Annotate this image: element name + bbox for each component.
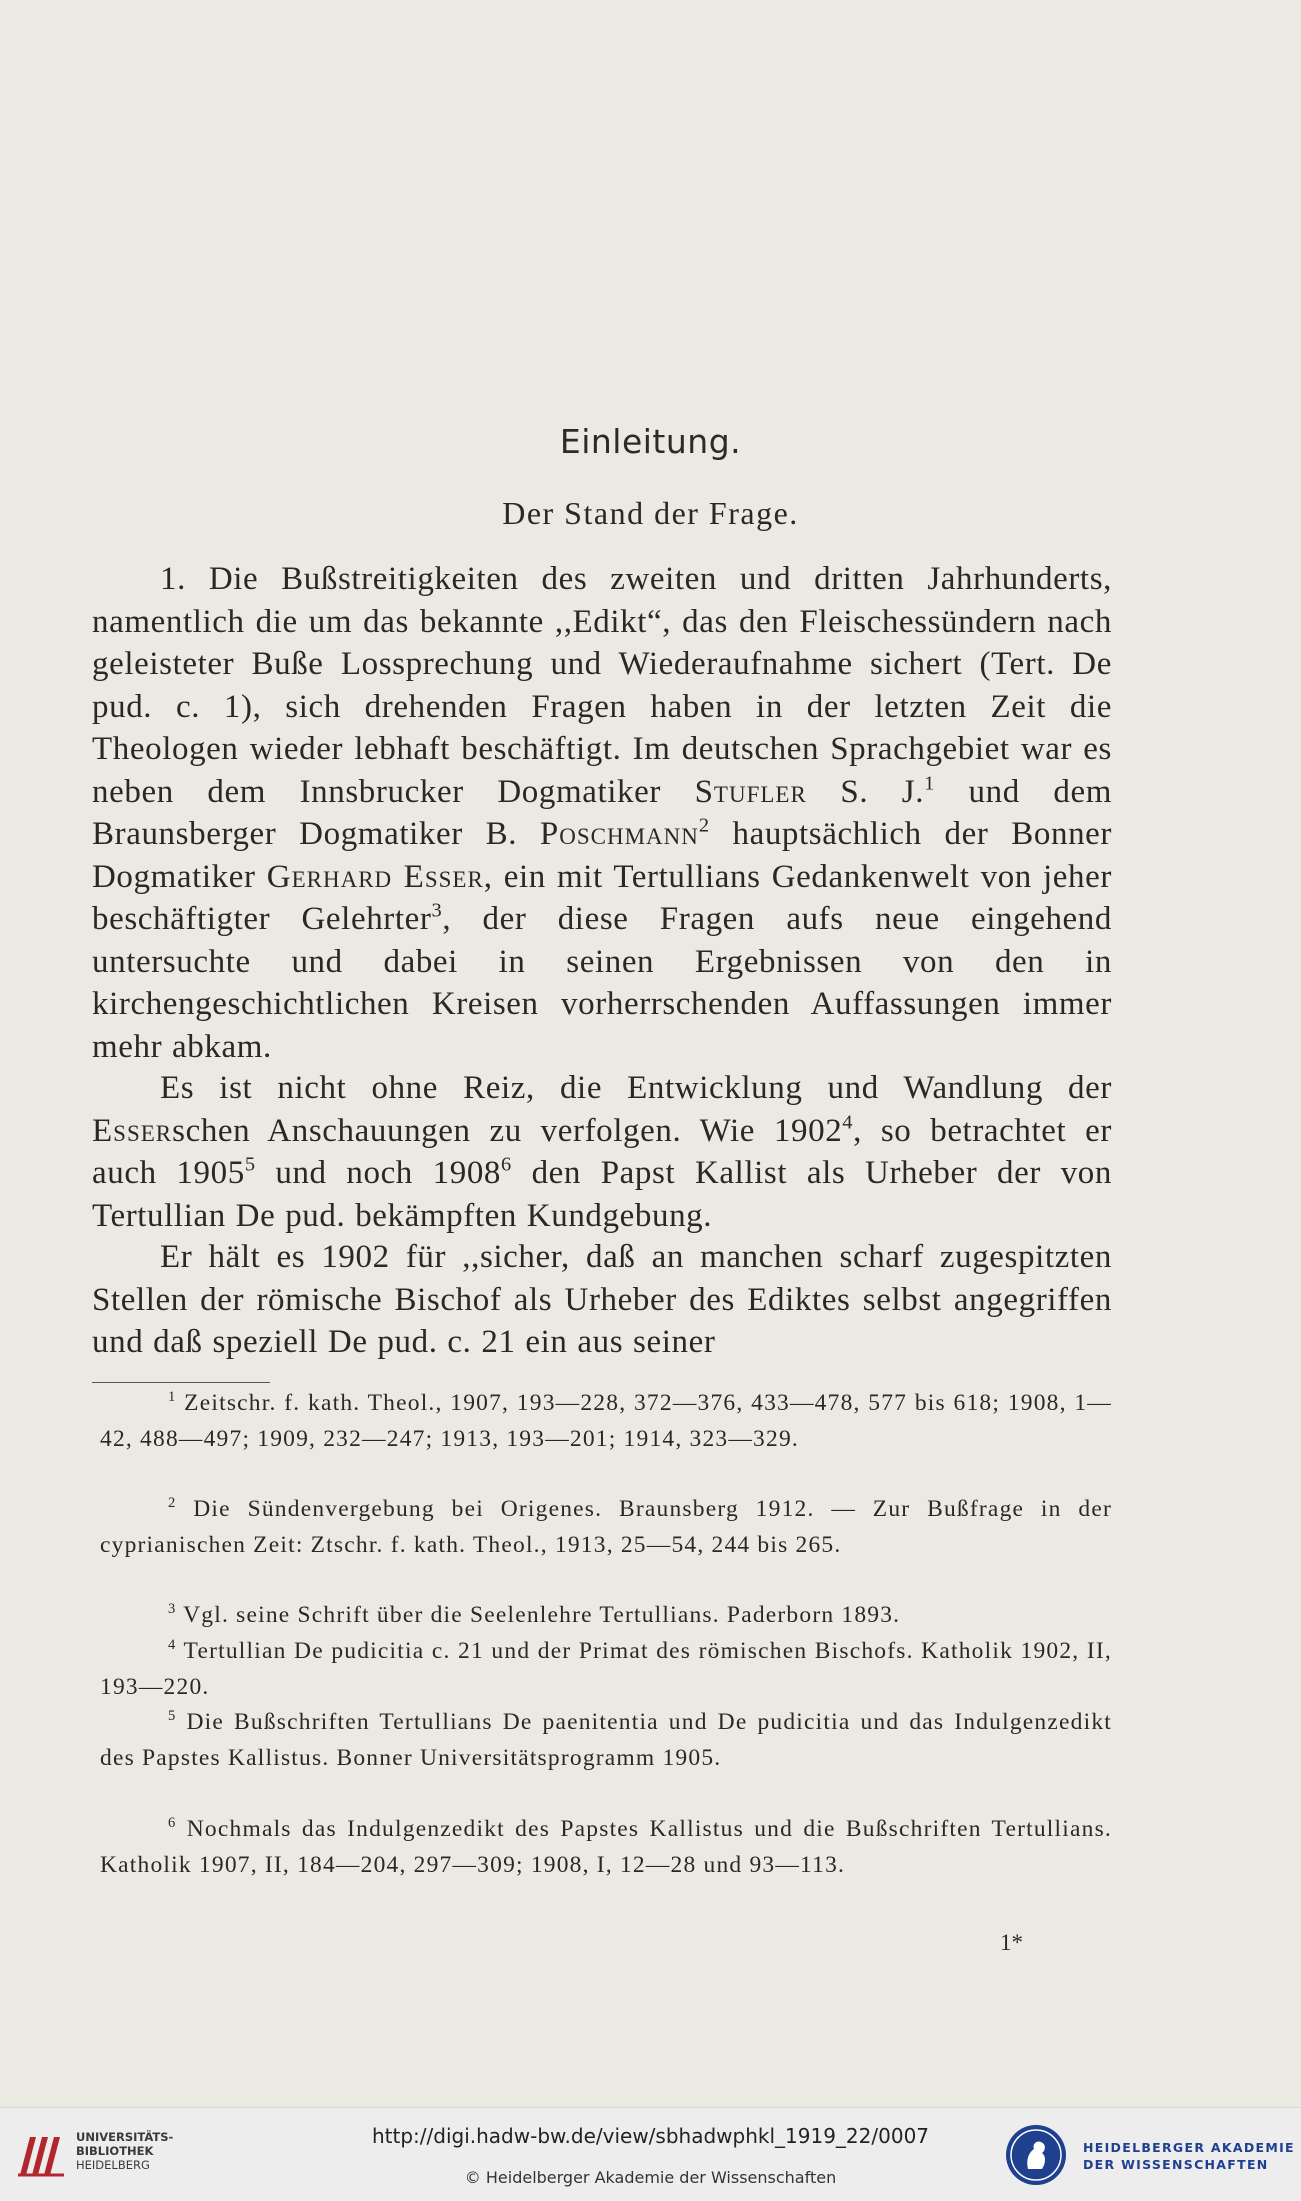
academy-seal-icon[interactable] [1004, 2123, 1068, 2187]
footnote-text: Tertullian De pudicitia c. 21 und der Primat des römischen Bischofs. Katholik 1902, II, 193—220. [100, 1638, 1112, 1700]
text-run: den Papst Kallist als Urheber der von Tertullian De pud. bekämpften Kundgebung. [92, 1155, 1112, 1234]
text-run: und noch 1908 [255, 1155, 502, 1191]
section-subtitle: Der Stand der Frage. [502, 495, 799, 531]
footnote-text: Vgl. seine Schrift über die Seelenlehre Tertullians. Paderborn 1893. [183, 1602, 901, 1628]
footnote-ref-3[interactable]: 3 [431, 899, 443, 922]
text-run: 1. Die Bußstreitigkeiten des zweiten und dritten Jahrhunderts, namentlich die um das bekannte ,,Edikt“, das den Fleischessündern nach geleisteter Buße Lossprechung und Wiederaufnahme sichert (Tert. De pud. c. 1), sich drehenden Fragen haben in der letzten Zeit die Theologen wieder lebhaft beschäftigt. Im deutschen Sprachgebiet war es neben dem Innsbrucker Dogmatiker [92, 561, 1112, 810]
footnote-ref-1[interactable]: 1 [924, 771, 935, 794]
text-run: Es ist nicht ohne Reiz, die Entwicklung und Wandlung der [160, 1070, 1112, 1106]
academy-line: DER WISSENSCHAFTEN [1083, 2157, 1269, 2172]
footnote-number: 3 [168, 1600, 177, 1617]
ub-line: BIBLIOTHEK [76, 2144, 154, 2158]
footnote-2 [100, 1492, 1112, 1563]
paragraph-2 [92, 1067, 1112, 1237]
footnote-6 [100, 1812, 1112, 1883]
printer-signature: 1* [1000, 1930, 1023, 1955]
footnote-ref-5[interactable]: 5 [244, 1153, 256, 1176]
text-run: Er hält es 1902 für ,,sicher, daß an manchen scharf zugespitzten Stellen der römische Bischof als Urheber des Ediktes selbst angegriffen und daß speziell De pud. c. 21 ein aus seiner [92, 1239, 1112, 1360]
text-run: schen Anschauungen zu verfolgen. Wie 1902 [172, 1112, 843, 1149]
footnote-number: 6 [168, 1814, 177, 1831]
footnote-ref-2[interactable]: 2 [698, 814, 710, 837]
footnote-3 [100, 1598, 1112, 1634]
author-name-esser: Esser [92, 1112, 173, 1149]
author-name-poschmann: Poschmann [539, 816, 699, 852]
copyright-notice: © Heidelberger Akademie der Wissenschaften [464, 2168, 837, 2187]
permalink-url[interactable]: http://digi.hadw-bw.de/view/sbhadwphkl_1919_22/0007 [371, 2124, 930, 2148]
viewer-footer [0, 2107, 1301, 2201]
text-run: , der diese Fragen aufs neue eingehend untersuchte und dabei in seinen Ergebnissen von den in kirchengeschichtlichen Kreisen vorherrschenden Auffassungen immer mehr abkam. [92, 901, 1112, 1065]
footnote-text: Nochmals das Indulgenzedikt des Papstes Kallistus und die Bußschriften Tertullians. Katholik 1907, II, 184—204, 297—309; 1908, I, 12—28 und 93—113. [100, 1816, 1112, 1878]
author-name-esser: Gerhard Esser [266, 858, 484, 895]
footnote-number: 1 [168, 1388, 177, 1405]
footnote-number: 4 [168, 1636, 177, 1653]
chapter-title: Einleitung. [559, 422, 742, 461]
footnote-text: Die Sündenvergebung bei Origenes. Braunsberg 1912. — Zur Bußfrage in der cyprianischen Zeit: Ztschr. f. kath. Theol., 1913, 25—54, 244 bis 265. [100, 1496, 1112, 1558]
footnote-5 [100, 1705, 1112, 1776]
footnote-text: Zeitschr. f. kath. Theol., 1907, 193—228, 372—376, 433—478, 577 bis 618; 1908, 1—42, 488—497; 1909, 232—247; 1913, 193—201; 1914, 323—329. [100, 1390, 1112, 1452]
academy-name [1083, 2139, 1295, 2173]
text-run: und dem Braunsberger Dogmatiker B. [92, 773, 1113, 852]
footnote-ref-6[interactable]: 6 [501, 1153, 512, 1176]
footnote-4 [100, 1634, 1112, 1705]
text-run: , so betrachtet er auch 1905 [92, 1112, 1112, 1191]
footnote-divider [92, 1382, 270, 1383]
footnote-1 [100, 1386, 1112, 1457]
text-run: S. J. [806, 773, 925, 810]
footnote-ref-4[interactable]: 4 [842, 1110, 854, 1133]
footnote-text: Die Bußschriften Tertullians De paenitentia und De pudicitia und das Indulgenzedikt des Papstes Kallistus. Bonner Universitätsprogramm 1905. [100, 1709, 1112, 1771]
paragraph-1 [92, 558, 1112, 1068]
author-name-stufler: Stufler [694, 773, 807, 810]
footnote-number: 2 [168, 1494, 177, 1511]
academy-line: HEIDELBERGER AKADEMIE [1083, 2140, 1295, 2155]
text-run: hauptsächlich der Bonner Dogmatiker [92, 816, 1113, 895]
paragraph-3 [92, 1236, 1112, 1364]
ub-line: HEIDELBERG [76, 2158, 150, 2172]
text-run: , ein mit Tertullians Gedankenwelt von jeher beschäftigter Gelehrter [92, 858, 1112, 937]
footnote-number: 5 [168, 1707, 177, 1724]
ub-line: UNIVERSITÄTS- [76, 2130, 174, 2144]
